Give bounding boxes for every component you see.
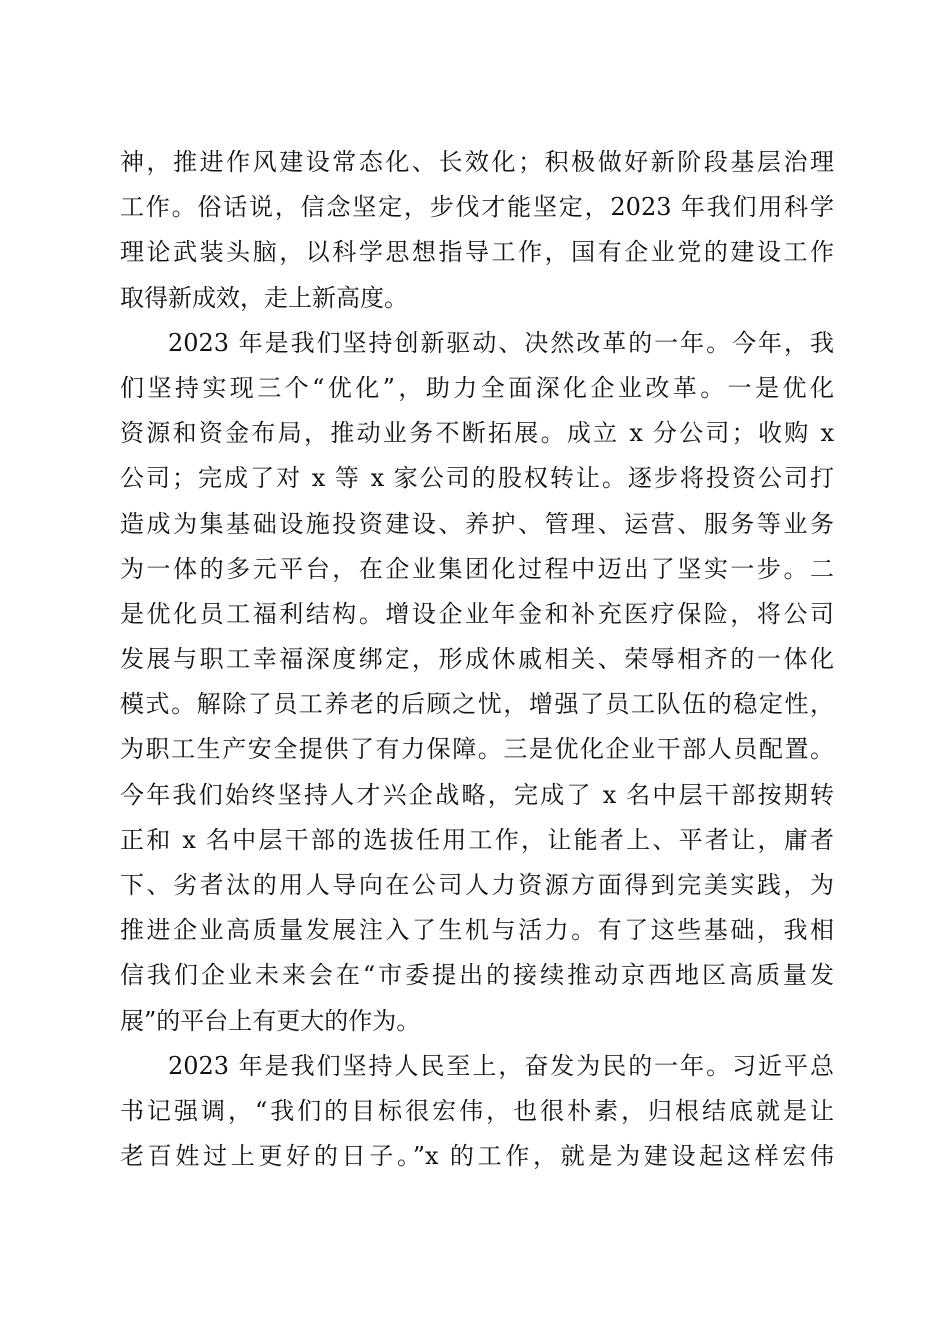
paragraph-1-line-2: 工作。俗话说，信念坚定，步伐才能坚定，2023 年我们用科学: [120, 193, 834, 222]
paragraph-2-line-6: 为一体的多元平台，在企业集团化过程中迈出了坚实一步。二: [120, 554, 834, 583]
paragraph-2-line-13: 下、劣者汰的用人导向在公司人力资源方面得到完美实践，为: [120, 871, 834, 899]
paragraph-1-line-1: 神，推进作风建设常态化、长效化；积极做好新阶段基层治理: [120, 148, 834, 176]
paragraph-2-line-9: 模式。解除了员工养老的后顾之忧，增强了员工队伍的稳定性，: [120, 690, 834, 719]
paragraph-2-line-1: 2023 年是我们坚持创新驱动、决然改革的一年。今年，我: [168, 328, 834, 357]
paragraph-3-line-3: 老百姓过上更好的日子。”x 的工作，就是为建设起这样宏伟: [120, 1142, 834, 1171]
paragraph-2-line-11: 今年我们始终坚持人才兴企战略，完成了 x 名中层干部按期转: [120, 780, 834, 809]
paragraph-2-line-7: 是优化员工福利结构。增设企业年金和补充医疗保险，将公司: [120, 599, 834, 628]
paragraph-2-line-15: 信我们企业未来会在“市委提出的接续推动京西地区高质量发: [120, 961, 834, 990]
paragraph-2-line-3: 资源和资金布局，推动业务不断拓展。成立 x 分公司；收购 x: [120, 419, 834, 448]
paragraph-2-line-8: 发展与职工幸福深度绑定，形成休戚相关、荣辱相齐的一体化: [120, 645, 834, 674]
paragraph-2-line-12: 正和 x 名中层干部的选拔任用工作，让能者上、平者让，庸者: [120, 825, 834, 854]
paragraph-3-line-1: 2023 年是我们坚持人民至上，奋发为民的一年。习近平总: [168, 1051, 834, 1080]
paragraph-2-line-2: 们坚持实现三个“优化”，助力全面深化企业改革。一是优化: [120, 373, 834, 402]
paragraph-2-line-14: 推进企业高质量发展注入了生机与活力。有了这些基础，我相: [120, 916, 834, 945]
paragraph-1-line-4: 取得新成效，走上新高度。: [120, 283, 408, 312]
body-text: [120, 140, 834, 1179]
paragraph-2-line-5: 造成为集基础设施投资建设、养护、管理、运营、服务等业务: [120, 509, 834, 538]
paragraph-3-line-2: 书记强调，“我们的目标很宏伟，也很朴素，归根结底就是让: [120, 1096, 834, 1125]
paragraph-2-line-4: 公司；完成了对 x 等 x 家公司的股权转让。逐步将投资公司打: [120, 464, 834, 493]
paragraph-2-line-10: 为职工生产安全提供了有力保障。三是优化企业干部人员配置。: [120, 735, 834, 764]
paragraph-1-line-3: 理论武装头脑，以科学思想指导工作，国有企业党的建设工作: [120, 238, 834, 267]
paragraph-2-line-16: 展”的平台上有更大的作为。: [120, 1006, 421, 1035]
